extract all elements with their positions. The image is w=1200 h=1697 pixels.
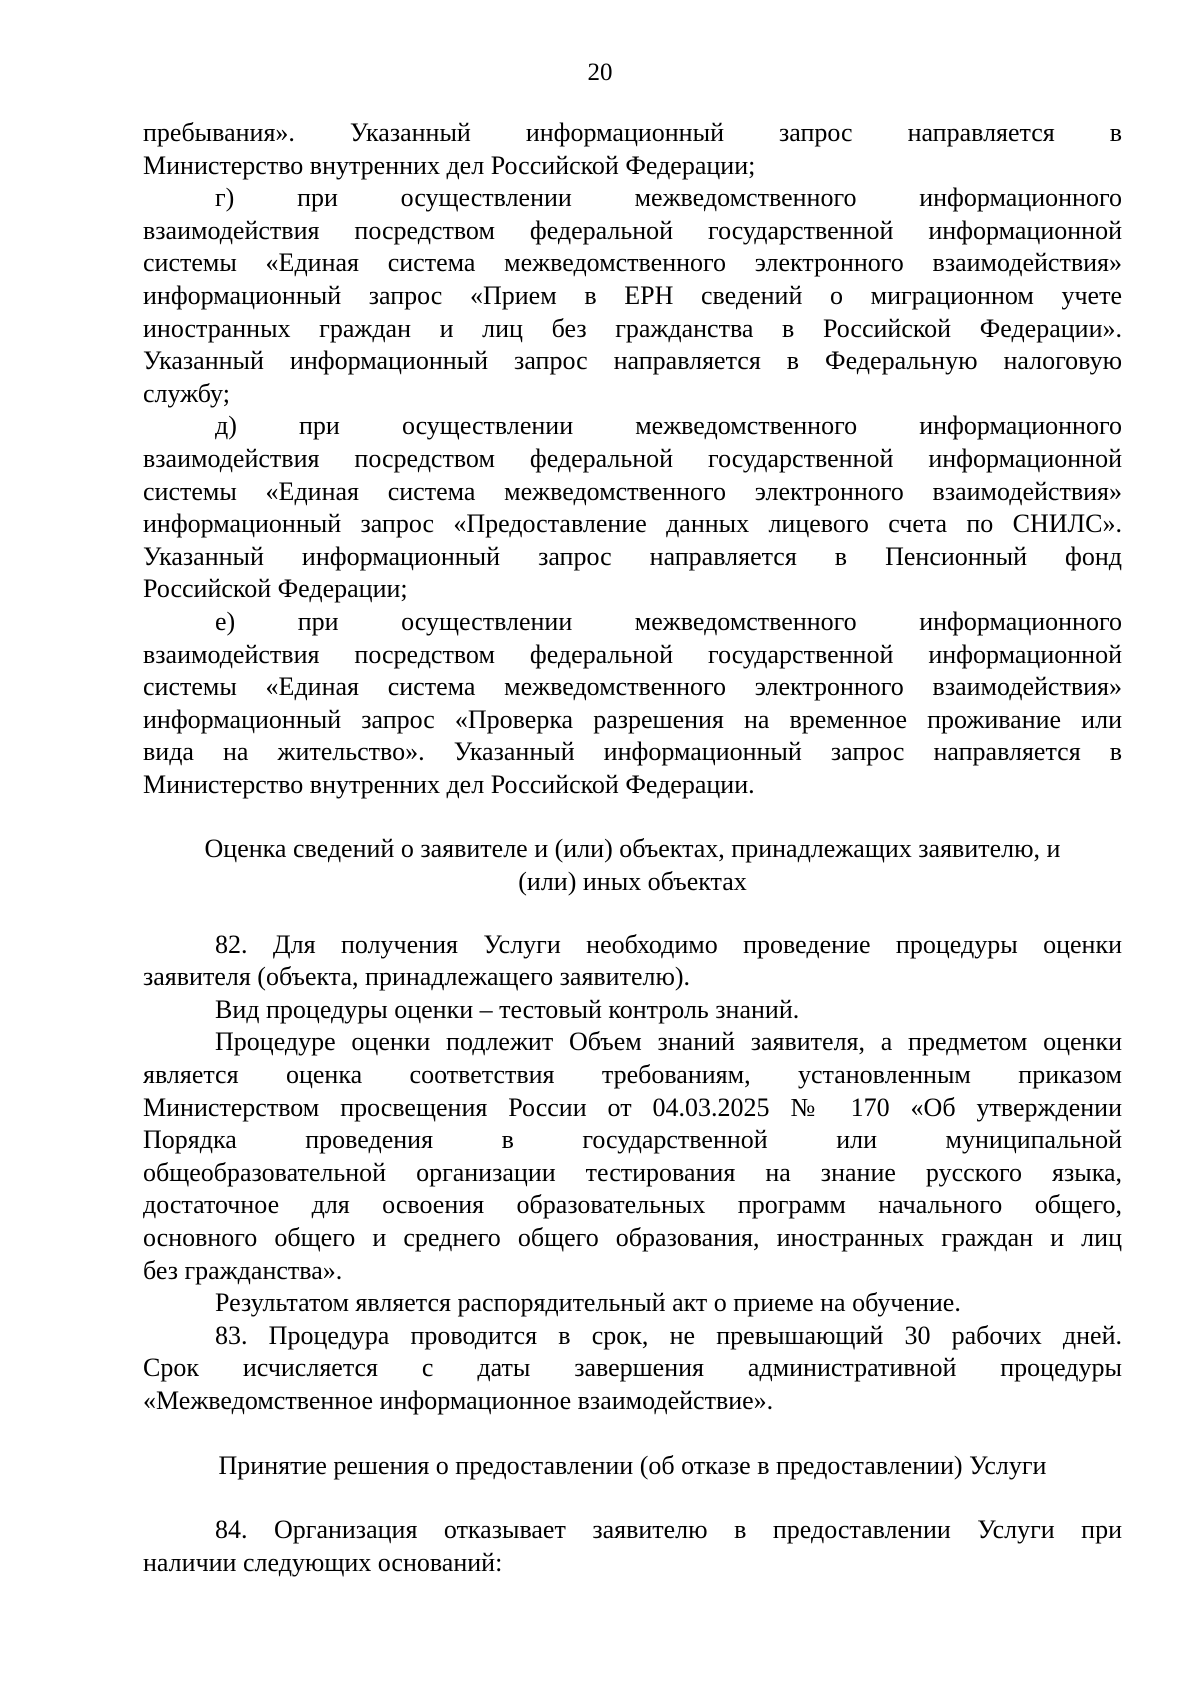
text-line: информационный запрос «Проверка разрешения на временное проживание или — [143, 704, 1122, 734]
text-line: Результатом является распорядительный акт о приеме на обучение. — [215, 1288, 961, 1318]
text-line: системы «Единая система межведомственного электронного взаимодействия» — [143, 476, 1122, 506]
text-line: взаимодействия посредством федеральной государственной информационной — [143, 639, 1122, 669]
text-line: взаимодействия посредством федеральной государственной информационной — [143, 215, 1122, 245]
text-line: системы «Единая система межведомственного электронного взаимодействия» — [143, 248, 1122, 278]
text-line: иностранных граждан и лиц без гражданства в Российской Федерации». — [143, 313, 1122, 343]
text-line: информационный запрос «Предоставление данных лицевого счета по СНИЛС». — [143, 509, 1122, 539]
heading-line: Оценка сведений о заявителе и (или) объектах, принадлежащих заявителю, и — [204, 834, 1061, 864]
document-body — [143, 117, 1122, 1579]
text-line: 83. Процедура проводится в срок, не превышающий 30 рабочих дней. — [215, 1320, 1122, 1350]
paragraph-item-d — [143, 410, 1122, 606]
text-line: Министерство внутренних дел Российской Федерации; — [143, 150, 756, 180]
text-line: без гражданства». — [143, 1255, 343, 1285]
text-line: д) при осуществлении межведомственного информационного — [215, 411, 1122, 441]
text-line: Процедуре оценки подлежит Объем знаний заявителя, а предметом оценки — [215, 1027, 1122, 1057]
text-line: является оценка соответствия требованиям, установленным приказом — [143, 1060, 1122, 1090]
text-line: Указанный информационный запрос направляется в Федеральную налоговую — [143, 346, 1122, 376]
paragraph-83 — [143, 1320, 1122, 1418]
heading-line: Принятие решения о предоставлении (об отказе в предоставлении) Услуги — [218, 1450, 1047, 1480]
text-line: Российской Федерации; — [143, 574, 408, 604]
text-line: пребывания». Указанный информационный запрос направляется в — [143, 118, 1122, 147]
paragraph-item-e — [143, 606, 1122, 802]
heading-line: (или) иных объектах — [518, 867, 747, 897]
text-line: Указанный информационный запрос направляется в Пенсионный фонд — [143, 541, 1122, 571]
text-line: Министерством просвещения России от 04.03.2025 № 170 «Об утверждении — [143, 1092, 1122, 1122]
text-line: «Межведомственное информационное взаимодействие». — [143, 1385, 774, 1415]
text-line: основного общего и среднего общего образования, иностранных граждан и лиц — [143, 1223, 1122, 1252]
text-line: г) при осуществлении межведомственного информационного — [215, 183, 1122, 213]
text-line: 82. Для получения Услуги необходимо проведение процедуры оценки — [215, 929, 1122, 959]
text-line: общеобразовательной организации тестирования на знание русского языка, — [143, 1157, 1122, 1187]
text-line: системы «Единая система межведомственного электронного взаимодействия» — [143, 672, 1122, 702]
paragraph-assessment-result — [143, 1287, 1122, 1320]
paragraph-assessment-procedure — [143, 1026, 1122, 1287]
text-line: вида на жительство». Указанный информационный запрос направляется в — [143, 737, 1122, 767]
text-line: Срок исчисляется с даты завершения административной процедуры — [143, 1353, 1122, 1383]
paragraph-continuation — [143, 117, 1122, 182]
text-line: заявителя (объекта, принадлежащего заявителю). — [143, 962, 691, 992]
text-line: службу; — [143, 378, 230, 408]
text-line: взаимодействия посредством федеральной государственной информационной — [143, 443, 1122, 473]
section-heading-assessment — [143, 833, 1122, 898]
text-line: 84. Организация отказывает заявителю в предоставлении Услуги при — [215, 1515, 1122, 1545]
paragraph-item-g — [143, 182, 1122, 410]
text-line: информационный запрос «Прием в ЕРН сведений о миграционном учете — [143, 280, 1122, 310]
text-line: Министерство внутренних дел Российской Федерации. — [143, 769, 755, 799]
text-line: наличии следующих оснований: — [143, 1547, 503, 1577]
text-line: Вид процедуры оценки – тестовый контроль знаний. — [215, 994, 800, 1024]
text-line: достаточное для освоения образовательных программ начального общего, — [143, 1190, 1122, 1220]
paragraph-assessment-kind — [143, 994, 1122, 1027]
text-line: Порядка проведения в государственной или муниципальной — [143, 1125, 1122, 1155]
paragraph-84 — [143, 1514, 1122, 1579]
paragraph-82 — [143, 929, 1122, 994]
page-number: 20 — [587, 59, 613, 86]
text-line: е) при осуществлении межведомственного информационного — [215, 606, 1122, 636]
section-heading-decision — [143, 1450, 1122, 1483]
